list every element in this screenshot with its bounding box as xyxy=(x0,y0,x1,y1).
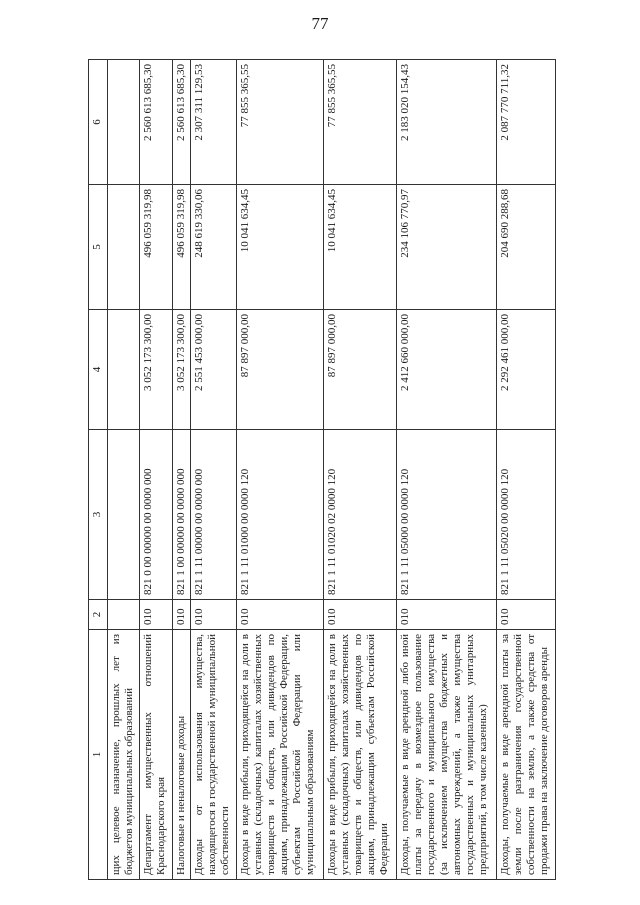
row-value-col6: 2 560 613 685,30 xyxy=(172,60,191,185)
row-name: Доходы, получаемые в виде арендной либо иной платы за передачу в возмездное пользование государственного и муниципального имущества (за исключением имущества бюджетных и автономных учреждений, а также имущества государственных и муниципальных унитарных предприятий, в том числе казенных) xyxy=(396,630,496,880)
row-value-col5: 496 059 319,98 xyxy=(140,185,172,310)
rotated-table-container xyxy=(88,60,556,880)
row-value-col5: 204 690 288,68 xyxy=(496,185,555,310)
row-value-col4: 3 052 173 300,00 xyxy=(140,310,172,430)
row-kbk: 821 1 00 00000 00 0000 000 xyxy=(172,430,191,600)
row-value-col4: 2 412 660 000,00 xyxy=(396,310,496,430)
row-code: 010 xyxy=(237,600,323,630)
row-kbk xyxy=(108,430,140,600)
table-row xyxy=(140,60,172,880)
row-name: Доходы, получаемые в виде арендной платы за земли после разграничения государственной собственности на землю, а также средства от продажи права на заключение договоров аренды xyxy=(496,630,555,880)
row-kbk: 821 1 11 01020 02 0000 120 xyxy=(323,430,396,600)
table-row xyxy=(323,60,396,880)
row-value-col5: 10 041 634,45 xyxy=(323,185,396,310)
column-header-4: 4 xyxy=(89,310,108,430)
column-header-1: 1 xyxy=(89,630,108,880)
column-header-5: 5 xyxy=(89,185,108,310)
row-value-col5: 496 059 319,98 xyxy=(172,185,191,310)
row-code: 010 xyxy=(140,600,172,630)
rotated-table-area xyxy=(88,60,556,880)
row-code: 010 xyxy=(172,600,191,630)
table-row xyxy=(172,60,191,880)
row-value-col6: 2 087 770 711,32 xyxy=(496,60,555,185)
row-value-col5: 10 041 634,45 xyxy=(237,185,323,310)
column-header-6: 6 xyxy=(89,60,108,185)
column-header-row xyxy=(89,60,108,880)
row-value-col6 xyxy=(108,60,140,185)
table-row xyxy=(191,60,237,880)
row-value-col6: 77 855 365,55 xyxy=(323,60,396,185)
row-value-col4: 87 897 000,00 xyxy=(237,310,323,430)
table-row xyxy=(396,60,496,880)
budget-table xyxy=(88,59,556,880)
table-row xyxy=(237,60,323,880)
row-kbk: 821 1 11 05020 00 0000 120 xyxy=(496,430,555,600)
row-code: 010 xyxy=(191,600,237,630)
row-value-col5: 234 106 770,97 xyxy=(396,185,496,310)
row-value-col5: 248 619 330,06 xyxy=(191,185,237,310)
row-kbk: 821 1 11 05000 00 0000 120 xyxy=(396,430,496,600)
row-code xyxy=(108,600,140,630)
table-body xyxy=(108,60,556,880)
row-value-col6: 2 307 311 129,53 xyxy=(191,60,237,185)
row-name: Доходы от использования имущества, находящегося в государственной и муниципальной собственности xyxy=(191,630,237,880)
row-name: Доходы в виде прибыли, приходящейся на доли в уставных (складочных) капиталах хозяйственных товариществ и обществ, или дивидендов по акциям, принадлежащим Российской Федерации, субъектам Российской Федерации или муниципальным образованиям xyxy=(237,630,323,880)
row-kbk: 821 0 00 00000 00 0000 000 xyxy=(140,430,172,600)
row-name: Департамент имущественных отношений Краснодарского края xyxy=(140,630,172,880)
row-value-col5 xyxy=(108,185,140,310)
row-value-col6: 77 855 365,55 xyxy=(237,60,323,185)
row-value-col4: 2 551 453 000,00 xyxy=(191,310,237,430)
row-kbk: 821 1 11 00000 00 0000 000 xyxy=(191,430,237,600)
row-code: 010 xyxy=(323,600,396,630)
table-row xyxy=(108,60,140,880)
row-kbk: 821 1 11 01000 00 0000 120 xyxy=(237,430,323,600)
column-header-2: 2 xyxy=(89,600,108,630)
page-number: 77 xyxy=(311,14,329,33)
row-name: Налоговые и неналоговые доходы xyxy=(172,630,191,880)
row-value-col4: 87 897 000,00 xyxy=(323,310,396,430)
row-value-col6: 2 183 020 154,43 xyxy=(396,60,496,185)
row-value-col6: 2 560 613 685,30 xyxy=(140,60,172,185)
row-name: щих целевое назначение, прошлых лет из бюджетов муниципальных образований xyxy=(108,630,140,880)
column-header-3: 3 xyxy=(89,430,108,600)
row-name: Доходы в виде прибыли, приходящейся на доли в уставных (складочных) капиталах хозяйственных товариществ и обществ, или дивидендов по акциям, принадлежащим субъектам Российской Федерации xyxy=(323,630,396,880)
row-code: 010 xyxy=(396,600,496,630)
row-value-col4: 3 052 173 300,00 xyxy=(172,310,191,430)
row-code: 010 xyxy=(496,600,555,630)
table-row xyxy=(496,60,555,880)
row-value-col4: 2 292 461 000,00 xyxy=(496,310,555,430)
row-value-col4 xyxy=(108,310,140,430)
